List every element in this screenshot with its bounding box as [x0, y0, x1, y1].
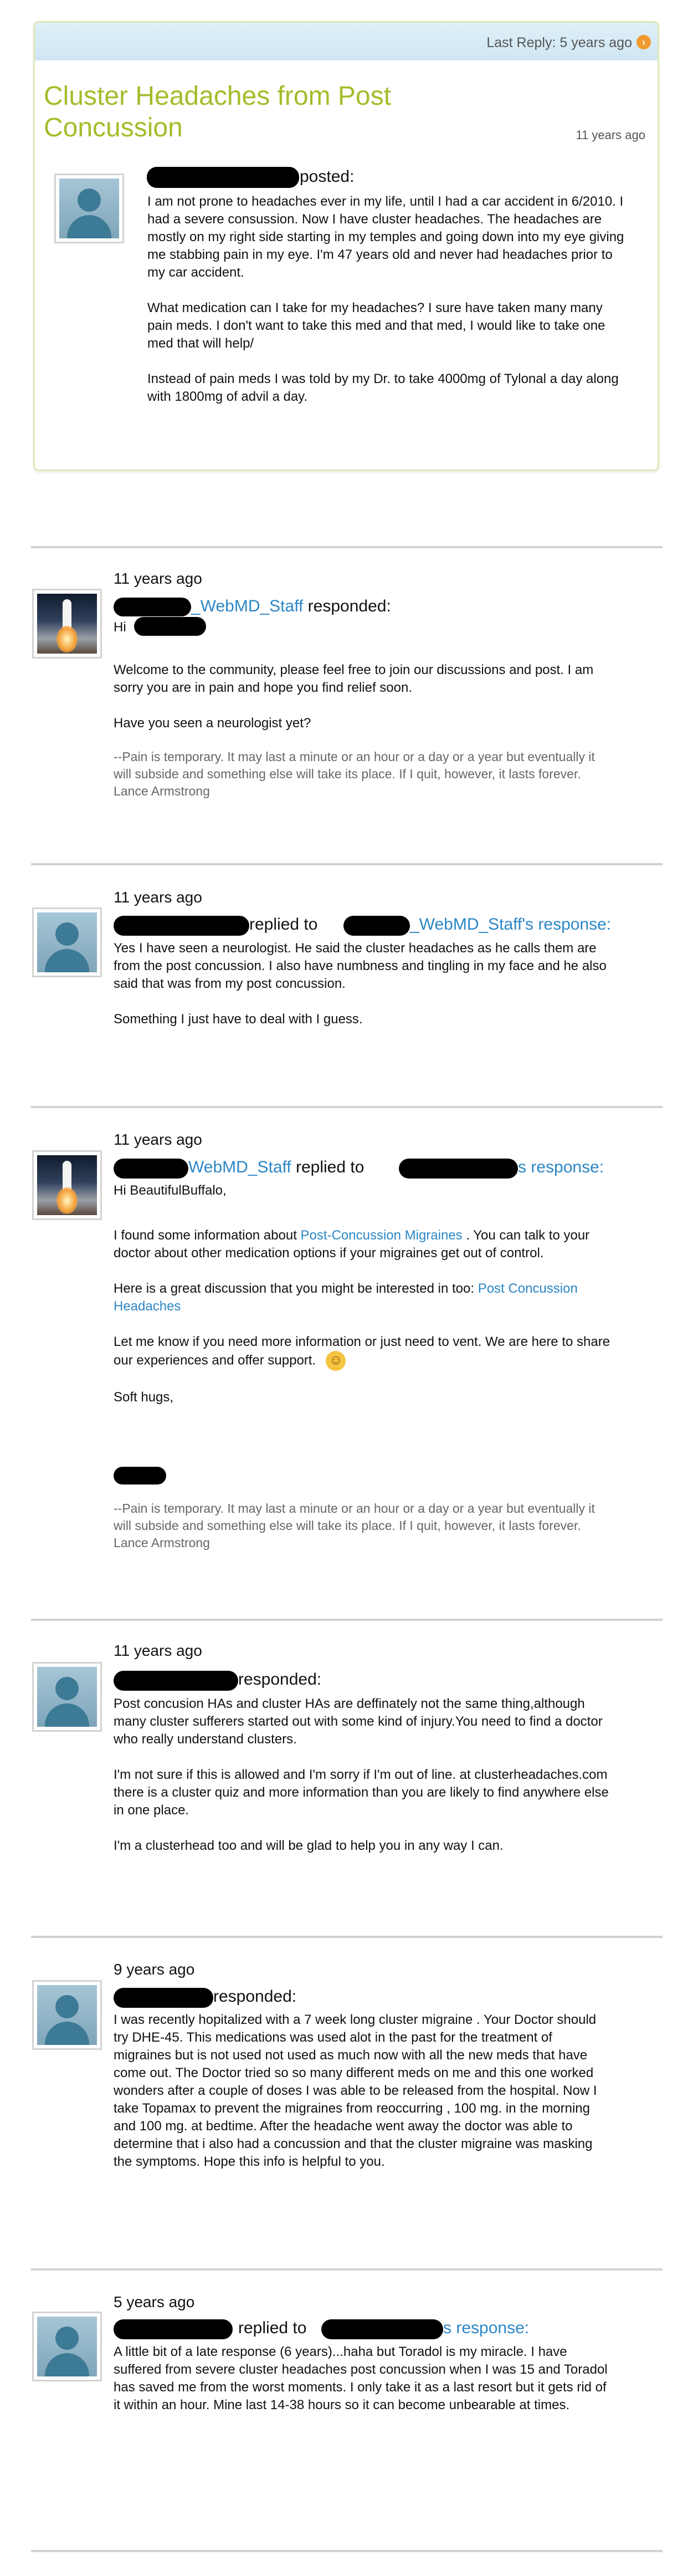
- replied-to-label: replied to: [249, 915, 318, 934]
- greeting: Hi: [114, 620, 126, 635]
- divider: [31, 1106, 663, 1108]
- smiley-icon: [326, 1351, 346, 1371]
- reply-body: [114, 1227, 612, 1424]
- rocket-icon: [63, 599, 71, 629]
- reply-action: responded:: [238, 1670, 322, 1689]
- reply-paragraph: I'm a clusterhead too and will be glad to help you in any way I can.: [114, 1838, 504, 1853]
- divider: [31, 1619, 663, 1621]
- redacted-username: [114, 916, 249, 936]
- reply-age: 11 years ago: [114, 570, 202, 587]
- reply-action: responded:: [213, 1987, 297, 2006]
- staff-avatar[interactable]: [32, 589, 102, 659]
- reply-body: [114, 1695, 612, 1873]
- author-action: posted:: [300, 167, 355, 186]
- reply-paragraph: I found some information about Post-Concussion Migraines . You can talk to your doctor about other medication options if your migraines get out of control.: [114, 1228, 590, 1261]
- signature: --Pain is temporary. It may last a minute or an hour or a day or a year but eventually it will subside and something else will take its place. If I quit, however, it lasts forever. Lance Armstrong: [114, 1501, 595, 1550]
- redacted-username: [114, 1671, 238, 1691]
- closing: Soft hugs,: [114, 1390, 174, 1405]
- reply-age: 11 years ago: [114, 1642, 202, 1659]
- redacted-username: [147, 167, 299, 188]
- reply-paragraph: I'm not sure if this is allowed and I'm sorry if I'm out of line. at clusterheadaches.com there is a cluster quiz and more information than you are likely to find anywhere else in one place.: [114, 1767, 609, 1818]
- user-icon: [78, 188, 101, 212]
- user-icon: [55, 2327, 79, 2350]
- user-icon: [55, 1995, 79, 2018]
- body-paragraph-2: What medication can I take for my headaches? I sure have taken many many pain meds. I don't want to take this med and that med, I would like to take one med that will help/: [147, 300, 605, 351]
- response-link[interactable]: s response:: [443, 2319, 530, 2337]
- reply-author: [191, 597, 391, 616]
- divider: [31, 546, 663, 548]
- redacted-username: [399, 1159, 518, 1179]
- reply-paragraph: Here is a great discussion that you might be interested in too: Post Concussion Headaches: [114, 1281, 578, 1314]
- redacted-staff-name: [114, 1159, 188, 1179]
- avatar[interactable]: [32, 907, 102, 977]
- staff-name-link[interactable]: WebMD_Staff: [188, 1158, 291, 1176]
- body-paragraph-3: Instead of pain meds I was told by my Dr. to take 4000mg of Tylonal a day along with 1800mg of advil a day.: [147, 371, 619, 404]
- reply-target: [410, 915, 611, 934]
- redacted-username: [114, 1467, 166, 1485]
- staff-avatar[interactable]: [32, 1150, 102, 1220]
- response-link[interactable]: 's response:: [522, 915, 612, 934]
- reply-body: A little bit of a late response (6 years)...haha but Toradol is my miracle. I have suffered from severe cluster headaches post concussion when I was 15 and Toradol has saved me from the worst moments. I only take it as a last resort but it gets rid of it within an hour. Mine last 14-38 hours so it can become unbearable at times.: [114, 2344, 608, 2412]
- redacted-staff-name: [114, 598, 191, 616]
- post-concussion-headaches-link[interactable]: Post Concussion Headaches: [114, 1281, 578, 1314]
- reply-action: responded:: [307, 597, 391, 615]
- reply-paragraph: Welcome to the community, please feel free to join our discussions and post. I am sorry you are in pain and hope you find relief soon.: [114, 662, 594, 695]
- redacted-username: [134, 617, 206, 636]
- reply-paragraph: Yes I have seen a neurologist. He said the cluster headaches as he calls them are from the post concussion. I also have numbness and tingling in my face and he also said that was from my post concussion.: [114, 941, 607, 991]
- avatar[interactable]: [32, 1662, 102, 1732]
- reply-body: [114, 940, 612, 1046]
- replied-to-label: replied to: [295, 1158, 365, 1176]
- rocket-icon: [63, 1161, 71, 1191]
- reply-age: 11 years ago: [114, 889, 202, 906]
- reply-paragraph: Let me know if you need more information or just need to vent. We are here to share our experiences and offer support.☺: [114, 1333, 612, 1371]
- reply-paragraph: Post concusion HAs and cluster HAs are deffinately not the same thing,although many cluster sufferers started out with some kind of injury.You need to find a doctor who really understand clusters.: [114, 1696, 603, 1747]
- avatar[interactable]: [54, 174, 124, 243]
- greeting: Hi BeautifulBuffalo,: [114, 1183, 227, 1198]
- user-icon: [55, 1677, 79, 1700]
- staff-name-link[interactable]: _WebMD_Staff: [191, 597, 304, 615]
- avatar[interactable]: [32, 1980, 102, 2050]
- reply-age: 5 years ago: [114, 2293, 195, 2310]
- reply-paragraph: Have you seen a neurologist yet?: [114, 716, 311, 731]
- user-icon: [55, 922, 79, 946]
- replied-to-label: replied to: [238, 2319, 307, 2337]
- last-reply-link[interactable]: Last Reply: 5 years ago: [486, 35, 632, 50]
- divider: [31, 2268, 663, 2271]
- thread-header-bar: [35, 23, 658, 60]
- thread-age: 11 years ago: [576, 128, 645, 142]
- redacted-username: [321, 2319, 443, 2339]
- reply-paragraph: Something I just have to deal with I guess.: [114, 1012, 363, 1027]
- signature: --Pain is temporary. It may last a minute or an hour or a day or a year but eventually it will subside and something else will take its place. If I quit, however, it lasts forever. Lance Armstrong: [114, 749, 595, 798]
- thread-title: Cluster Headaches from Post Concussion: [44, 81, 391, 142]
- body-paragraph-1: I am not prone to headaches ever in my life, until I had a car accident in 6/2010. I had a severe consussion. Now I have cluster headaches. The headaches are mostly on my right side starting in my temples and going down into my eye giving me stabbing pain in my eye. I'm 47 years old and never had headaches prior to my car accident.: [147, 194, 624, 280]
- reply-body: I was recently hopitalized with a 7 week long cluster migraine . Your Doctor should try DHE-45. This medications was used alot in the past for the treatment of migraines but is not used not used as much now with all the new meds that have come out. The Doctor tried so so many different meds on me and this one worked wonders after a couple of doses I was able to be released from the hospital. Now I take Topamax to prevent the migraines from reoccurring , 100 mg. in the morning and 100 mg. at bedtime. After the headache went away the doctor was able to determine that i also had a concussion and that the cluster migraine was masking the symptoms. Hope this info is helpful to you.: [114, 2012, 597, 2169]
- redacted-username: [114, 1988, 213, 2008]
- post-concussion-migraines-link[interactable]: Post-Concussion Migraines: [300, 1228, 463, 1243]
- avatar[interactable]: [32, 2312, 102, 2381]
- reply-body: [114, 661, 612, 750]
- redacted-staff-name: [343, 916, 410, 936]
- staff-name-link[interactable]: _WebMD_Staff: [410, 915, 522, 934]
- reply-age: 11 years ago: [114, 1131, 202, 1148]
- response-link[interactable]: s response:: [518, 1158, 604, 1176]
- divider: [31, 863, 663, 865]
- reply-age: 9 years ago: [114, 1961, 195, 1978]
- divider: [31, 2550, 663, 2552]
- divider: [31, 1936, 663, 1938]
- redacted-username: [114, 2319, 233, 2339]
- reply-author: [188, 1158, 364, 1177]
- thread-body: [147, 193, 627, 424]
- arrow-icon[interactable]: ›: [636, 35, 651, 49]
- thread-card: [33, 21, 659, 471]
